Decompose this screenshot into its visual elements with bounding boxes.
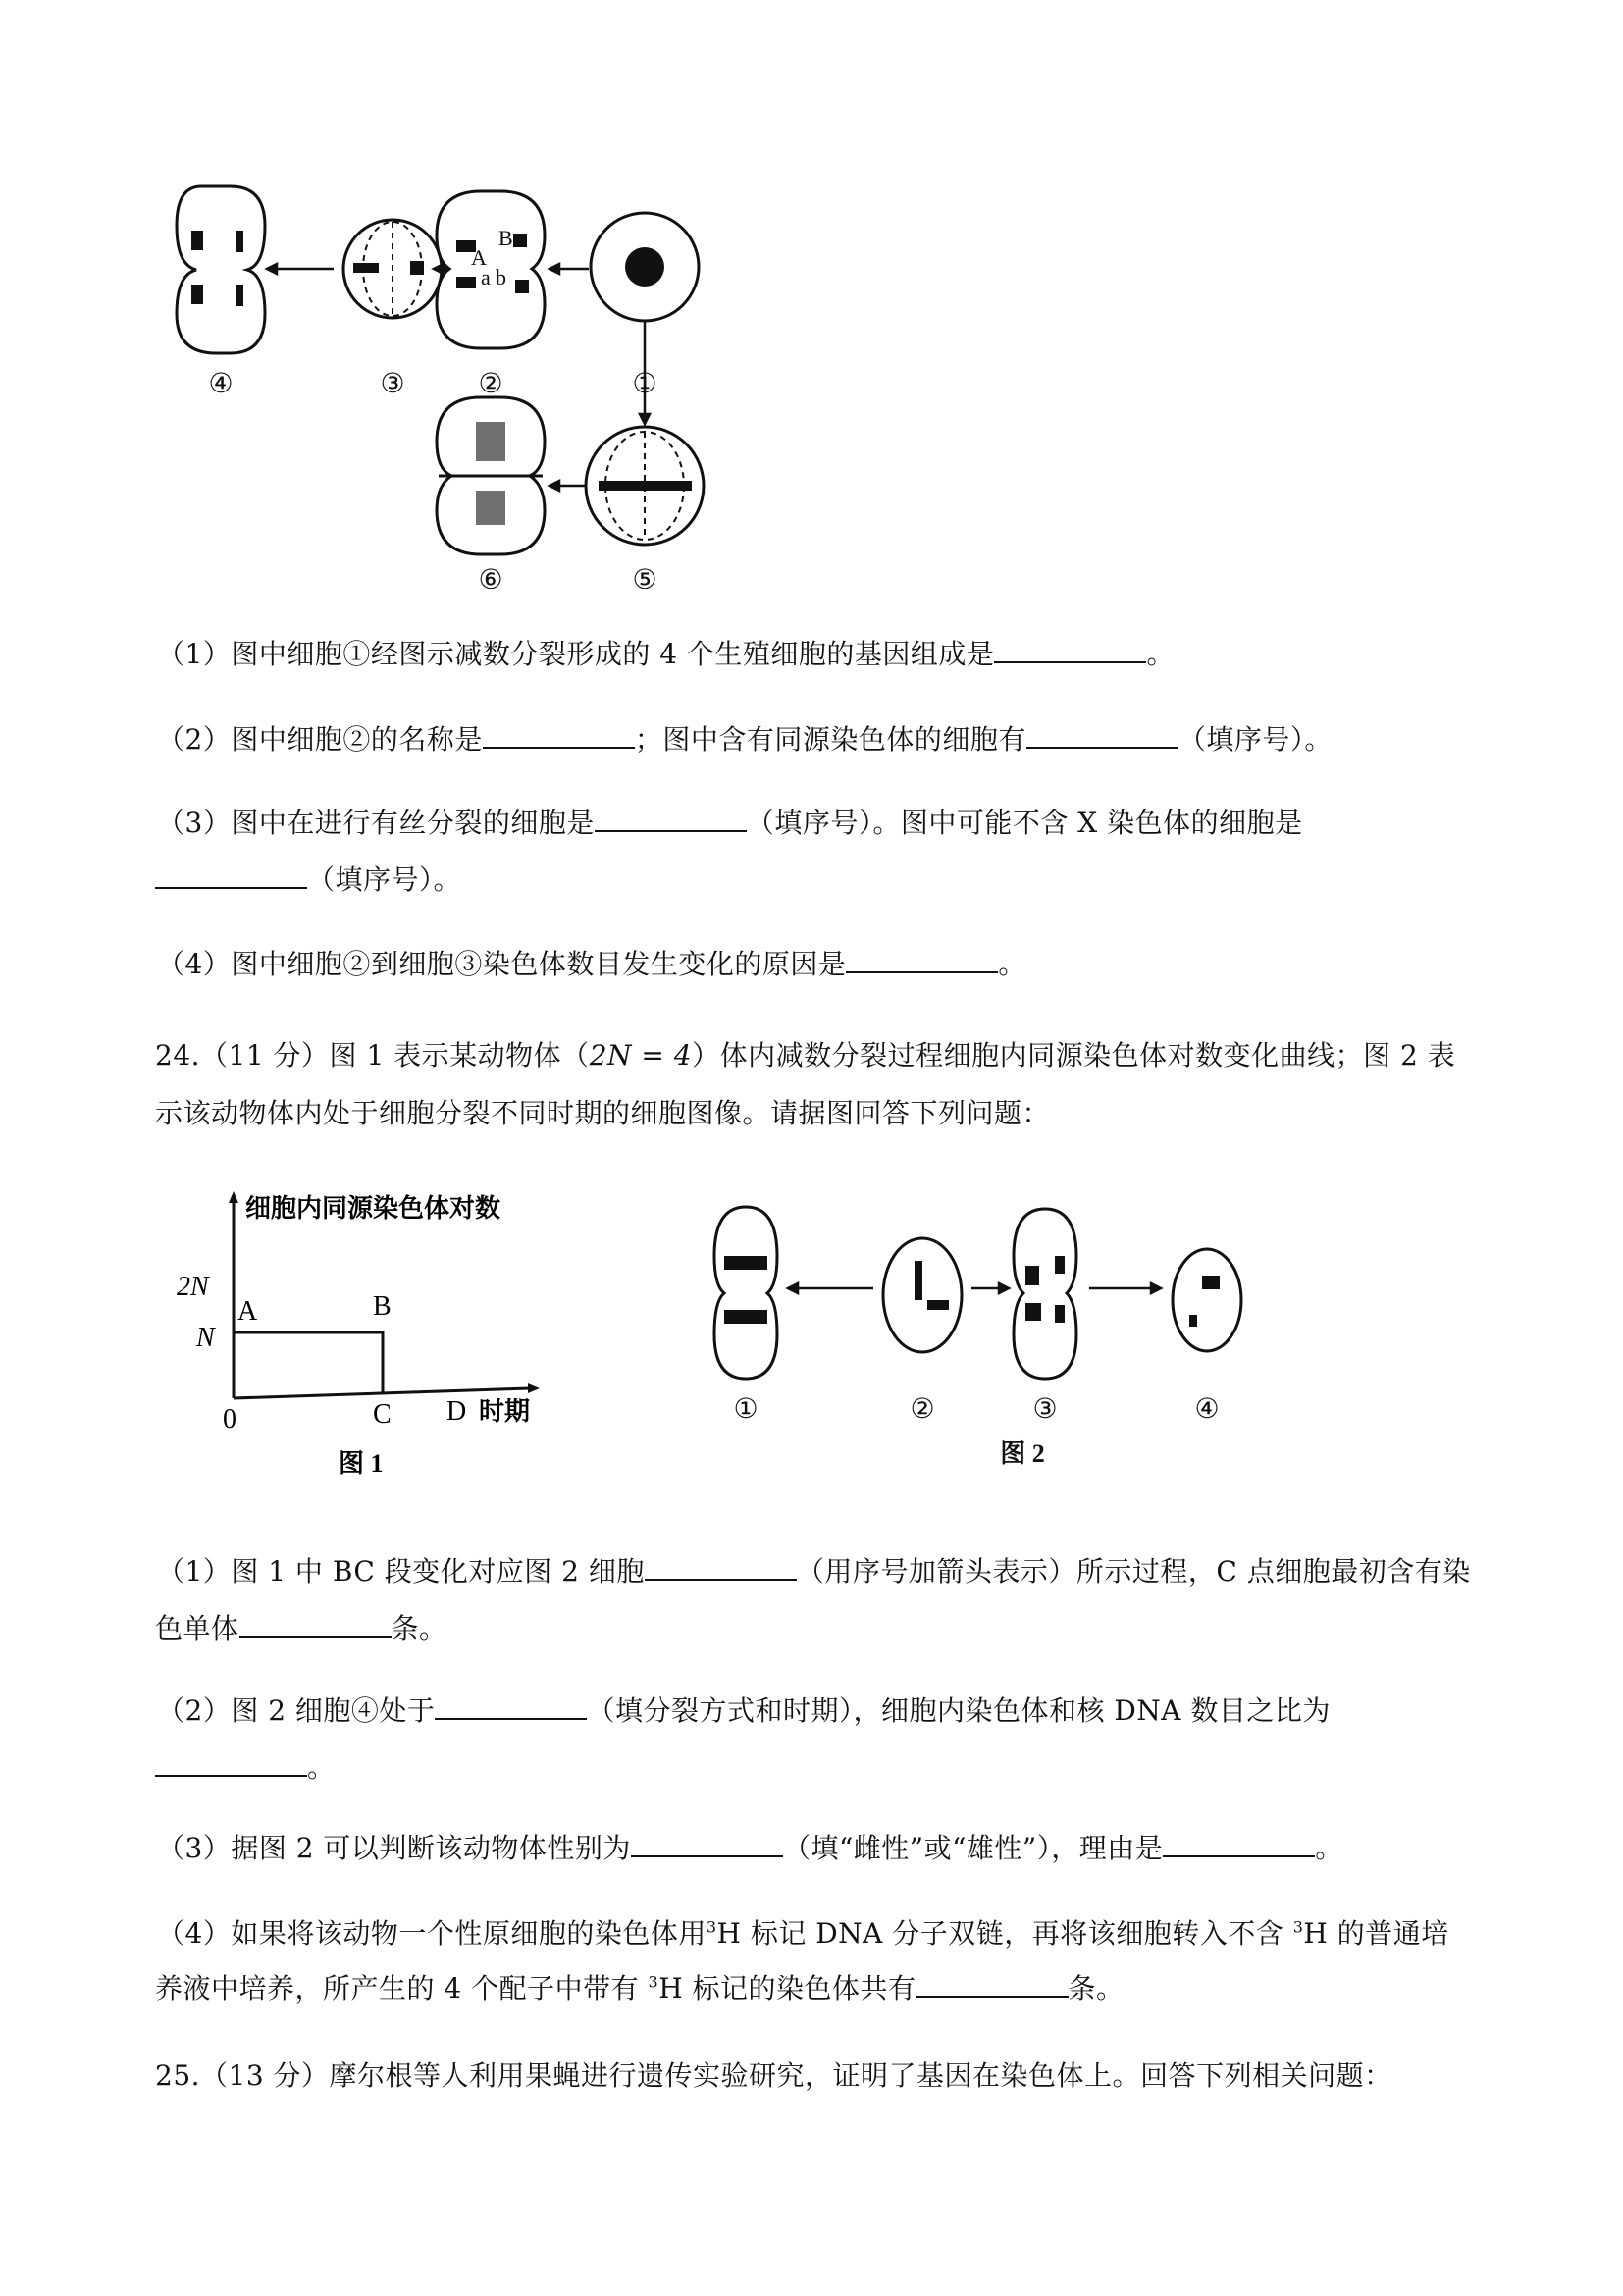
text: 色单体 [155, 1612, 239, 1644]
text: ）体内减数分裂过程细胞内同源染色体对数变化曲线；图 2 表 [692, 1039, 1456, 1071]
q24-part3 [157, 1827, 1343, 1866]
text: 条。 [391, 1612, 447, 1644]
cell-4 [1173, 1249, 1241, 1351]
point-label: A [237, 1296, 258, 1327]
answer-blank[interactable] [239, 1610, 392, 1638]
gene-label-b: b [496, 265, 506, 289]
formula: 2N = 4 [589, 1039, 693, 1071]
text: ；图中含有同源染色体的细胞有 [634, 723, 1026, 756]
answer-blank[interactable] [595, 805, 747, 832]
answer-blank[interactable] [994, 636, 1146, 663]
text: 。 [1146, 638, 1175, 670]
superscript: 3 [706, 1917, 717, 1937]
text: 24.（11 分）图 1 表示某动物体（ [155, 1039, 590, 1071]
answer-blank[interactable] [483, 721, 635, 749]
y-tick: 0 [223, 1404, 236, 1435]
text: 。 [998, 948, 1026, 980]
gene-label-B: B [498, 226, 513, 250]
cell-label: ② [910, 1394, 935, 1425]
y-axis-label: 细胞内同源染色体对数 [245, 1194, 501, 1223]
cell-1 [714, 1207, 777, 1379]
cell-label: ② [478, 369, 503, 399]
point-label: C [373, 1399, 392, 1430]
y-tick: 2N [177, 1272, 209, 1302]
text: 。 [307, 1751, 336, 1784]
cell-label: ① [632, 369, 657, 399]
answer-blank[interactable] [846, 946, 998, 973]
answer-blank[interactable] [155, 1749, 307, 1777]
x-axis-label: 时期 [479, 1397, 531, 1426]
text: （1）图中细胞①经图示减数分裂形成的 4 个生殖细胞的基因组成是 [157, 638, 995, 670]
cell-label: ④ [1194, 1394, 1220, 1425]
cell-label: ⑥ [478, 565, 503, 589]
q23-part4 [157, 943, 1026, 982]
figure-caption: 图 1 [339, 1449, 384, 1478]
q23-part3-cont [155, 859, 461, 898]
figure-2-cells [677, 1177, 1344, 1472]
answer-blank[interactable] [1026, 721, 1178, 749]
text: （用序号加箭头表示）所示过程，C 点细胞最初含有染 [796, 1555, 1471, 1588]
text: H 的普通培 [1303, 1917, 1449, 1950]
text: （填序号）。 [307, 863, 462, 896]
cell-4 [177, 186, 265, 353]
cell-label: ④ [208, 369, 234, 399]
superscript: 3 [648, 1972, 659, 1992]
q23-part2 [157, 718, 1333, 757]
answer-blank[interactable] [645, 1553, 797, 1581]
q24-part1 [157, 1550, 1471, 1590]
q23-part1 [157, 633, 1175, 672]
cell-label: ⑤ [632, 565, 657, 589]
answer-blank[interactable] [435, 1693, 587, 1720]
text: 。 [1315, 1832, 1343, 1864]
figure-caption: 图 2 [1000, 1439, 1045, 1468]
text: 条。 [1068, 1972, 1125, 2005]
cell-2 [437, 191, 545, 348]
figure-1-graph [167, 1187, 579, 1482]
gene-label-a: a [481, 265, 491, 289]
q24-part2-cont [155, 1747, 336, 1786]
data-line [234, 1332, 383, 1393]
gene-label-A: A [471, 245, 487, 270]
text: 养液中培养，所产生的 4 个配子中带有 [155, 1972, 649, 2005]
q24-intro [155, 1034, 1455, 1073]
q24-part4 [157, 1912, 1449, 1952]
q24-part2 [157, 1690, 1331, 1729]
text: （1）图 1 中 BC 段变化对应图 2 细胞 [157, 1555, 645, 1588]
y-tick: N [196, 1323, 215, 1353]
answer-blank[interactable] [1163, 1830, 1315, 1857]
text: （3）图中在进行有丝分裂的细胞是 [157, 807, 595, 839]
text: （4）图中细胞②到细胞③染色体数目发生变化的原因是 [157, 948, 847, 980]
text: （填序号）。图中可能不含 X 染色体的细胞是 [746, 807, 1303, 839]
text: （填序号）。 [1178, 723, 1333, 756]
text: （3）据图 2 可以判断该动物体性别为 [157, 1832, 631, 1864]
cell-label: ③ [1032, 1394, 1058, 1425]
q23-part3 [157, 802, 1303, 841]
text: （填“雌性”或“雄性”），理由是 [782, 1832, 1164, 1864]
text: H 标记的染色体共有 [658, 1972, 916, 2005]
cell-3 [1014, 1209, 1076, 1379]
cell-label: ③ [380, 369, 405, 399]
text: （填分裂方式和时期），细胞内染色体和核 DNA 数目之比为 [587, 1695, 1331, 1727]
answer-blank[interactable] [631, 1830, 783, 1857]
q24-part4-cont [155, 1967, 1125, 2007]
cell-division-diagram [157, 157, 864, 589]
text: H 标记 DNA 分子双链，再将该细胞转入不含 [716, 1917, 1293, 1950]
text: （4）如果将该动物一个性原细胞的染色体用 [157, 1917, 707, 1950]
q25-intro: 25.（13 分）摩尔根等人利用果蝇进行遗传实验研究，证明了基因在染色体上。回答下列相关问题： [155, 2060, 1392, 2092]
answer-blank[interactable] [916, 1970, 1069, 1998]
answer-blank[interactable] [155, 861, 307, 889]
point-label: B [373, 1291, 392, 1322]
text: （2）图 2 细胞④处于 [157, 1695, 436, 1727]
q24-intro-cont: 示该动物体内处于细胞分裂不同时期的细胞图像。请据图回答下列问题： [155, 1097, 1051, 1129]
text: （2）图中细胞②的名称是 [157, 723, 483, 756]
point-label: D [446, 1396, 467, 1427]
superscript: 3 [1292, 1917, 1304, 1937]
cell-label: ① [733, 1394, 759, 1425]
nucleus [625, 247, 664, 287]
q24-part1-cont [155, 1607, 447, 1646]
